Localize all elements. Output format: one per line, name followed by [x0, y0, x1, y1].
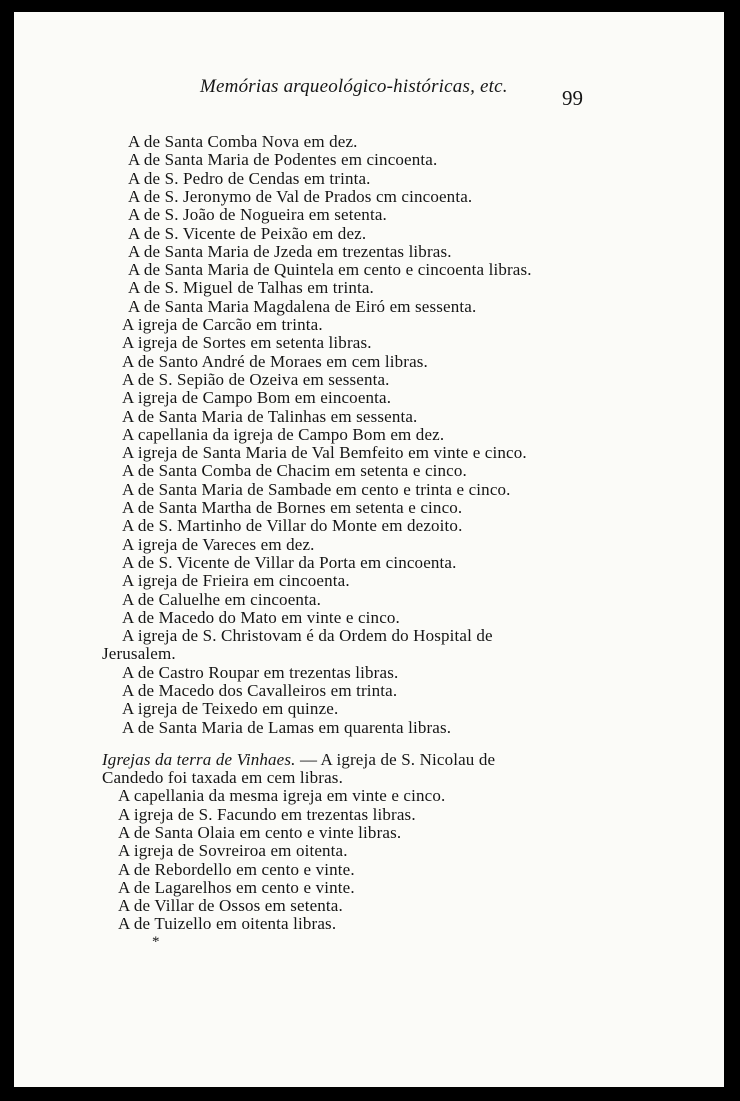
- list-item: A capellania da mesma igreja em vinte e cinco.: [118, 786, 446, 806]
- list-item: A igreja de Sortes em setenta libras.: [122, 333, 372, 353]
- list-item: A de Santa Comba de Chacim em setenta e cinco.: [122, 461, 467, 481]
- list-item: A de S. Vicente de Peixão em dez.: [128, 223, 367, 243]
- list-item: A de S. Sepião de Ozeiva em sessenta.: [122, 369, 390, 389]
- list-item: A de S. Jeronymo de Val de Prados cm cincoenta.: [128, 186, 473, 206]
- list-item: A de Santa Maria Magdalena de Eiró em sessenta.: [128, 296, 477, 316]
- list-item: A igreja de Carcão em trinta.: [122, 315, 323, 334]
- list-item: A de Villar de Ossos em setenta.: [118, 896, 343, 916]
- list-item: A igreja de Vareces em dez.: [122, 534, 315, 554]
- list-item: A de S. Martinho de Villar do Monte em dezoito.: [122, 516, 463, 536]
- section-heading: Igrejas da terra de Vinhaes.: [102, 750, 296, 769]
- list-item: A de S. Miguel de Talhas em trinta.: [128, 278, 374, 298]
- list-item: A de Macedo dos Cavalleiros em trinta.: [122, 681, 398, 700]
- list-item: A de Santa Olaia em cento e vinte libras.: [118, 822, 402, 842]
- running-title: Memórias arqueológico-históricas, etc.: [200, 76, 508, 97]
- list-item: A de Lagarelhos em cento e vinte.: [118, 877, 355, 897]
- list-item: A igreja de S. Facundo em trezentas libras.: [118, 804, 416, 824]
- list-item: A igreja de S. Christovam é da Ordem do Hospital de: [122, 626, 493, 646]
- list-item: A de S. João de Nogueira em setenta.: [128, 205, 387, 225]
- list-item: A de Santa Comba Nova em dez.: [128, 132, 358, 151]
- list-item: A de Santa Maria de Podentes em cincoenta.: [128, 150, 438, 170]
- list-item: A de Castro Roupar em trezentas libras.: [122, 662, 399, 682]
- list-item: Jerusalem.: [102, 644, 176, 664]
- list-item: A igreja de Teixedo em quinze.: [122, 699, 339, 719]
- list-item: A capellania da igreja de Campo Bom em dez.: [122, 424, 445, 444]
- list-item: A igreja de Santa Maria de Val Bemfeito em vinte e cinco.: [122, 443, 527, 463]
- page-number: 99: [562, 86, 583, 110]
- list-item: A de Caluelhe em cincoenta.: [122, 589, 322, 609]
- list-item: A de Macedo do Mato em vinte e cinco.: [122, 607, 400, 627]
- list-item: A de Tuizello em oitenta libras.: [118, 914, 337, 934]
- list-item: A de Santa Maria de Jzeda em trezentas libras.: [128, 241, 452, 261]
- list-item: A de Santa Maria de Quintela em cento e cincoenta libras.: [128, 260, 532, 280]
- list-item: A de Santo André de Moraes em cem libras.: [122, 351, 428, 371]
- list-item: A igreja de Sovreiroa em oitenta.: [118, 841, 348, 861]
- section-heading-line: [102, 750, 495, 769]
- document-page: [14, 12, 724, 1087]
- list-item: A de Santa Maria de Lamas em quarenta libras.: [122, 717, 452, 737]
- list-item: A igreja de Frieira em cincoenta.: [122, 571, 350, 591]
- list-item: A de Santa Martha de Bornes em setenta e cinco.: [122, 498, 463, 517]
- list-item: A de Santa Maria de Talinhas em sessenta.: [122, 406, 418, 426]
- list-item: A de Rebordello em cento e vinte.: [118, 859, 355, 879]
- list-item: A de Santa Maria de Sambade em cento e trinta e cinco.: [122, 479, 511, 499]
- list-item: A de S. Vicente de Villar da Porta em cincoenta.: [122, 552, 457, 572]
- list-item: A igreja de Campo Bom em eincoenta.: [122, 388, 392, 408]
- section-heading-continuation: — A igreja de S. Nicolau de: [295, 750, 496, 769]
- ornament-asterisk: *: [152, 934, 160, 950]
- list-item: Candedo foi taxada em cem libras.: [102, 768, 343, 787]
- list-item: A de S. Pedro de Cendas em trinta.: [128, 168, 371, 188]
